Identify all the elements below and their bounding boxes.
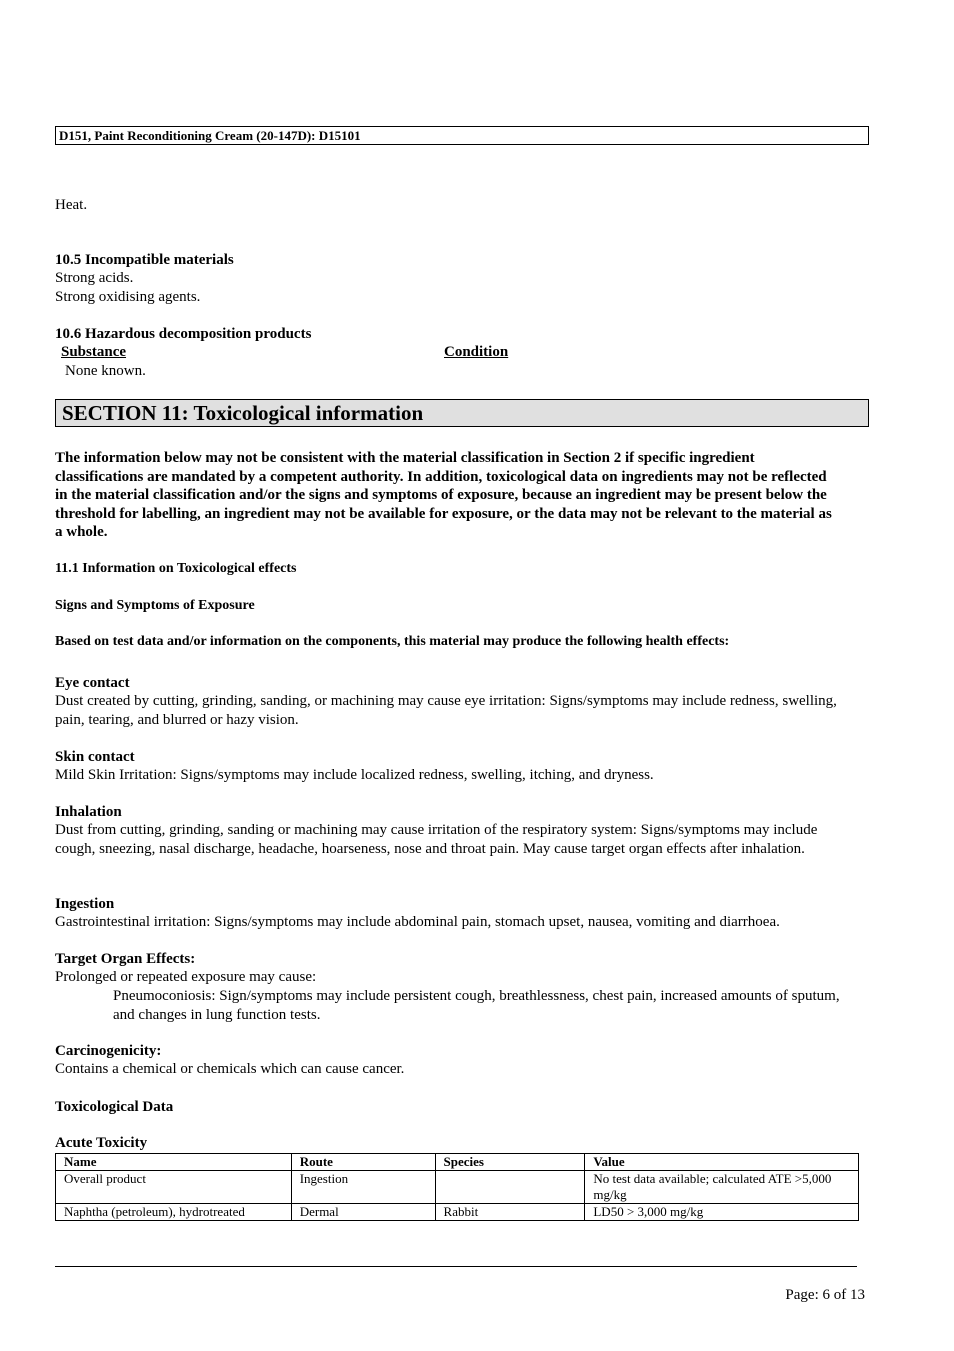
signs-symptoms-heading: Signs and Symptoms of Exposure [55,598,255,613]
condition-column-header: Condition [444,344,509,360]
carcinogenicity-text: Contains a chemical or chemicals which can cause cancer. [55,1061,405,1077]
decomposition-heading: 10.6 Hazardous decomposition products [55,326,312,342]
acute-toxicity-table [55,1153,859,1221]
table-cell-value: LD50 > 3,000 mg/kg [585,1204,859,1221]
inhalation-heading: Inhalation [55,804,122,820]
value-column-header: Value [585,1154,859,1171]
skin-contact-heading: Skin contact [55,749,135,765]
document-header: D151, Paint Reconditioning Cream (20-147D): D15101 [55,126,869,145]
table-cell-species: Rabbit [435,1204,585,1221]
substance-column-header: Substance [61,344,127,360]
inhalation-text: Dust from cutting, grinding, sanding or machining may cause irritation of the respiratory system: Signs/symptoms may include cough, sneezing, nasal discharge, headache, hoarseness, nose and throat pain. May cause target organ effects after inhalation. [55,822,818,857]
ingestion-text: Gastrointestinal irritation: Signs/symptoms may include abdominal pain, stomach upset, nausea, vomiting and diarrhoea. [55,914,780,930]
table-row [56,1204,859,1221]
eye-contact-text: Dust created by cutting, grinding, sanding, or machining may cause eye irritation: Signs/symptoms may include redness, swelling, pain, tearing, and blurred or hazy vision. [55,693,837,728]
incompatible-item: Strong acids. [55,270,134,286]
table-cell-name: Naphtha (petroleum), hydrotreated [56,1204,292,1221]
conditions-to-avoid-text: Heat. [55,197,88,213]
toxicological-effects-heading: 11.1 Information on Toxicological effects [55,561,297,576]
table-row [56,1171,859,1204]
table-cell-species [435,1171,585,1204]
target-organ-detail: Pneumoconiosis: Sign/symptoms may include persistent cough, breathlessness, chest pain, increased amounts of sputum, and changes in lung function tests. [113,988,840,1023]
toxicological-data-heading: Toxicological Data [55,1099,174,1115]
table-header-row [56,1154,859,1171]
carcinogenicity-heading: Carcinogenicity: [55,1043,162,1059]
disclaimer-paragraph: The information below may not be consistent with the material classification in Section 2 if specific ingredient classifications are mandated by a competent authority. In addition, toxicological data on ingredients may not be reflected in the material classification and/or the signs and symptoms of exposure, because an ingredient may be present below the threshold for labelling, an ingredient may not be available for exposure, or the data may not be relevant to the material as a whole. [55,450,832,540]
table-cell-route: Dermal [291,1204,435,1221]
incompatible-materials-heading: 10.5 Incompatible materials [55,252,234,268]
name-column-header: Name [56,1154,292,1171]
decomposition-value: None known. [65,363,146,379]
route-column-header: Route [291,1154,435,1171]
section-11-title: SECTION 11: Toxicological information [55,399,869,427]
page-number: Page: 6 of 13 [785,1287,865,1303]
acute-toxicity-heading: Acute Toxicity [55,1135,148,1151]
footer-divider [55,1266,857,1267]
eye-contact-heading: Eye contact [55,675,130,691]
skin-contact-text: Mild Skin Irritation: Signs/symptoms may include localized redness, swelling, itching, and dryness. [55,767,654,783]
based-on-statement: Based on test data and/or information on the components, this material may produce the following health effects: [55,634,730,649]
target-organ-heading: Target Organ Effects: [55,951,196,967]
target-organ-intro: Prolonged or repeated exposure may cause: [55,969,317,985]
table-cell-route: Ingestion [291,1171,435,1204]
table-cell-name: Overall product [56,1171,292,1204]
table-cell-value: No test data available; calculated ATE >5,000 mg/kg [585,1171,859,1204]
species-column-header: Species [435,1154,585,1171]
incompatible-item: Strong oxidising agents. [55,289,201,305]
ingestion-heading: Ingestion [55,896,115,912]
